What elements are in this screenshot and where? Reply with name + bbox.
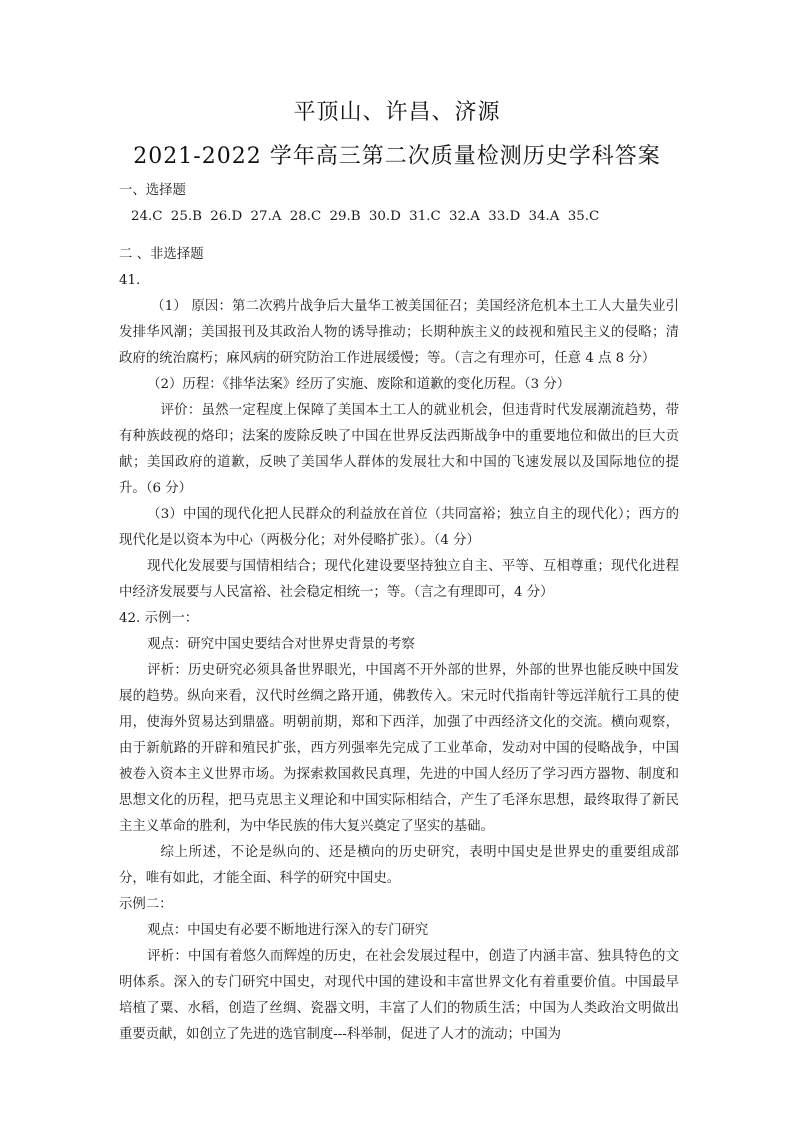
answer-content	[119, 178, 679, 1048]
title-exam: 2021-2022 学年高三第二次质量检测历史学科答案	[133, 144, 661, 169]
q42-number: 42. 示例一：	[119, 611, 199, 626]
q41-part2: （2）历程：《排华法案》经历了实施、废除和道歉的变化历程。（3 分）	[147, 377, 571, 392]
q42-ex1-summary: 综上所述，不论是纵向的、还是横向的历史研究，表明中国史是世界史的重要组成部分，唯有如此，才能全面、科学的研究中国史。	[119, 845, 679, 886]
q42-ex1-eval: 评析：历史研究必须具备世界眼光，中国离不开外部的世界，外部的世界也能反映中国发展的趋势。纵向来看，汉代时丝绸之路开通，佛教传入。宋元时代指南针等远洋航行工具的使用，使海外贸易达到鼎盛。明朝前期，郑和下西洋，加强了中西经济文化的交流。横向观察，由于新航路的开辟和殖民扩张，西方列强率先完成了工业革命，发动对中国的侵略战争，中国被卷入资本主义世界市场。为探索救国救民真理，先进的中国人经历了学习西方器物、制度和思想文化的历程，把马克思主义理论和中国实际相结合，产生了毛泽东思想，最终取得了新民主主义革命的胜利，为中华民族的伟大复兴奠定了坚实的基础。	[119, 663, 679, 834]
q41-part2-eval: 评价：虽然一定程度上保障了美国本土工人的就业机会，但违背时代发展潮流趋势，带有种族歧视的烙印；法案的废除反映了中国在世界反法西斯战争中的重要地位和做出的巨大贡献；美国政府的道歉，反映了美国华人群体的发展壮大和中国的飞速发展以及国际地位的提升。（6 分）	[119, 403, 679, 496]
section-gap	[119, 230, 679, 242]
q42-ex2-view: 观点：中国史有必要不断地进行深入的专门研究	[147, 923, 429, 938]
choice-answers: 24.C 25.B 26.D 27.A 28.C 29.B 30.D 31.C 32.A 33.D 34.A 35.C	[131, 209, 600, 224]
section1-heading: 一、选择题	[119, 183, 186, 198]
q41-part3: （3）中国的现代化把人民群众的利益放在首位（共同富裕；独立自主的现代化）；西方的现代化是以资本为中心（两极分化；对外侵略扩张）。（4 分）	[119, 507, 679, 548]
q41-part1: （1） 原因：第二次鸦片战争后大量华工被美国征召；美国经济危机本土工人大量失业引发排华风潮；美国报刊及其政治人物的诱导推动；长期种族主义的歧视和殖民主义的侵略；清政府的统治腐朽；麻风病的研究防治工作进展缓慢；等。（言之有理亦可，任意 4 点 8 分）	[119, 299, 679, 366]
section2-heading: 二 、非选择题	[119, 247, 204, 262]
q41-part3-more: 现代化发展要与国情相结合；现代化建设要坚持独立自主、平等、互相尊重；现代化进程中经济发展要与人民富裕、社会稳定相统一；等。（言之有理即可，4 分）	[119, 559, 679, 600]
q42-ex1-view: 观点：研究中国史要结合对世界史背景的考察	[147, 637, 415, 652]
q42-ex2-eval: 评析：中国有着悠久而辉煌的历史，在社会发展过程中，创造了内涵丰富、独具特色的文明体系。深入的专门研究中国史，对现代中国的建设和丰富世界文化有着重要价值。中国最早培植了粟、水稻，创造了丝绸、瓷器文明，丰富了人们的物质生活；中国为人类政治文明做出重要贡献，如创立了先进的选官制度---科举制，促进了人才的流动；中国为	[119, 949, 679, 1042]
q42-ex2-label: 示例二：	[119, 897, 173, 912]
title-regions: 平顶山、许昌、济源	[293, 100, 501, 125]
q41-number: 41.	[119, 273, 141, 288]
